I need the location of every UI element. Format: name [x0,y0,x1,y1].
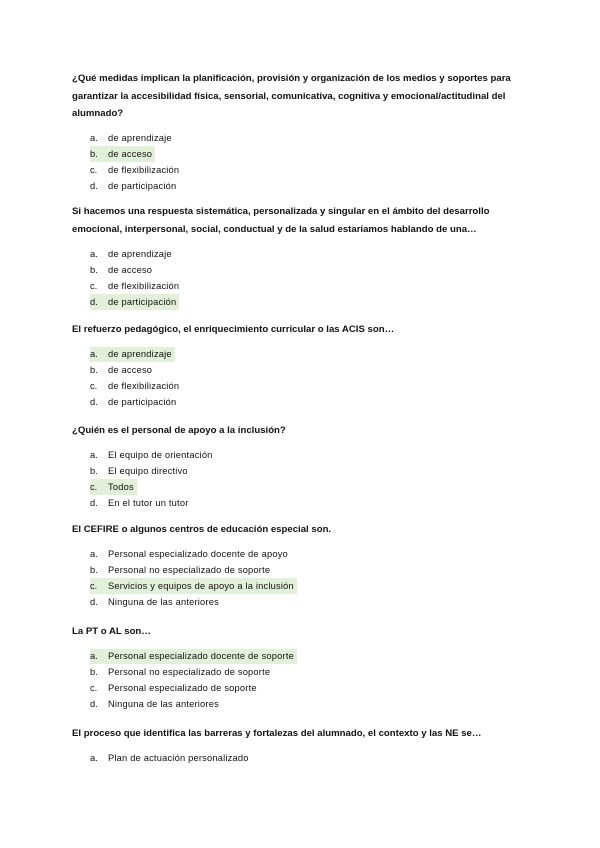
option-letter: a. [90,349,98,360]
option-b [90,362,532,378]
option-label: de flexibilización [108,381,180,392]
option-letter: c. [90,683,98,694]
option-letter: a. [90,753,98,764]
option-c [90,680,532,696]
option-label: Plan de actuación personalizado [108,753,249,764]
option-c-highlighted [90,578,297,594]
option-letter: a. [90,450,98,461]
option-letter: c. [90,381,98,392]
option-d [90,495,532,511]
option-letter: b. [90,365,98,376]
option-letter: c. [90,482,98,493]
option-label: El equipo de orientación [108,450,213,461]
question-4 [72,422,532,511]
question-text: El proceso que identifica las barreras y fortalezas del alumnado, el contexto y las NE se… [72,728,482,739]
option-c [90,278,532,294]
question-text: ¿Qué medidas implican la planificación, provisión y organización de los medios y soportes para garantizar la accesibilidad física, sensorial, comunicativa, cognitiva y emocional/actitudinal del alumnado? [72,73,511,119]
option-list [90,751,532,767]
option-list [90,649,532,713]
option-b-highlighted [90,146,155,162]
option-label: Personal especializado de soporte [108,683,257,694]
option-letter: b. [90,264,98,275]
option-b [90,262,532,278]
option-label: de aprendizaje [108,133,172,144]
option-letter: d. [90,699,98,710]
option-list [90,347,532,411]
question-text: El CEFIRE o algunos centros de educación especial son. [72,524,332,535]
option-label: En el tutor un tutor [108,498,189,509]
option-label: Personal especializado docente de soporte [108,651,294,662]
option-b [90,463,532,479]
option-d [90,178,532,194]
option-list [90,131,532,195]
option-letter: b. [90,149,98,160]
option-label: de flexibilización [108,165,180,176]
option-letter: d. [90,181,98,192]
option-c-highlighted [90,479,137,495]
option-a [90,246,532,262]
question-7 [72,725,532,766]
option-letter: c. [90,280,98,291]
option-letter: b. [90,565,98,576]
option-list [90,448,532,512]
option-a-highlighted [90,649,297,665]
option-a [90,448,532,464]
option-a-highlighted [90,347,175,363]
option-label: Ninguna de las anteriores [108,597,219,608]
option-c [90,378,532,394]
option-c [90,162,532,178]
option-letter: d. [90,397,98,408]
option-a [90,751,532,767]
option-label: de acceso [108,149,153,160]
option-label: El equipo directivo [108,466,188,477]
option-list [90,547,532,611]
option-letter: b. [90,667,98,678]
option-a [90,547,532,563]
option-d-highlighted [90,294,179,310]
option-label: Todos [108,482,134,493]
question-text: La PT o AL son… [72,626,151,637]
option-letter: d. [90,597,98,608]
option-label: de participación [108,296,177,307]
option-letter: d. [90,498,98,509]
option-label: Ninguna de las anteriores [108,699,219,710]
option-letter: d. [90,296,98,307]
option-label: de flexibilización [108,280,180,291]
option-d [90,594,532,610]
option-label: de acceso [108,365,153,376]
option-d [90,394,532,410]
option-letter: a. [90,651,98,662]
option-label: de acceso [108,264,153,275]
option-b [90,562,532,578]
option-label: Personal especializado docente de apoyo [108,549,288,560]
option-letter: c. [90,581,98,592]
question-text: ¿Quién es el personal de apoyo a la inclusión? [72,425,286,436]
option-b [90,664,532,680]
option-a [90,131,532,147]
option-letter: c. [90,165,98,176]
option-letter: a. [90,549,98,560]
question-3 [72,321,532,410]
option-letter: a. [90,133,98,144]
option-d [90,696,532,712]
option-letter: b. [90,466,98,477]
option-label: Personal no especializado de soporte [108,565,271,576]
option-label: Servicios y equipos de apoyo a la inclusión [108,581,294,592]
option-label: de participación [108,397,177,408]
option-label: de aprendizaje [108,349,172,360]
question-1 [72,70,532,194]
question-2 [72,203,532,310]
option-letter: a. [90,248,98,259]
question-5 [72,521,532,610]
option-label: de participación [108,181,177,192]
question-text: Si hacemos una respuesta sistemática, personalizada y singular en el ámbito del desarrollo emocional, interpersonal, social, conductual y de la salud estaríamos hablando de una… [72,206,490,235]
question-6 [72,623,532,712]
question-text: El refuerzo pedagógico, el enriquecimiento curricular o las ACIS son… [72,324,395,335]
option-label: Personal no especializado de soporte [108,667,271,678]
option-label: de aprendizaje [108,248,172,259]
option-list [90,246,532,310]
